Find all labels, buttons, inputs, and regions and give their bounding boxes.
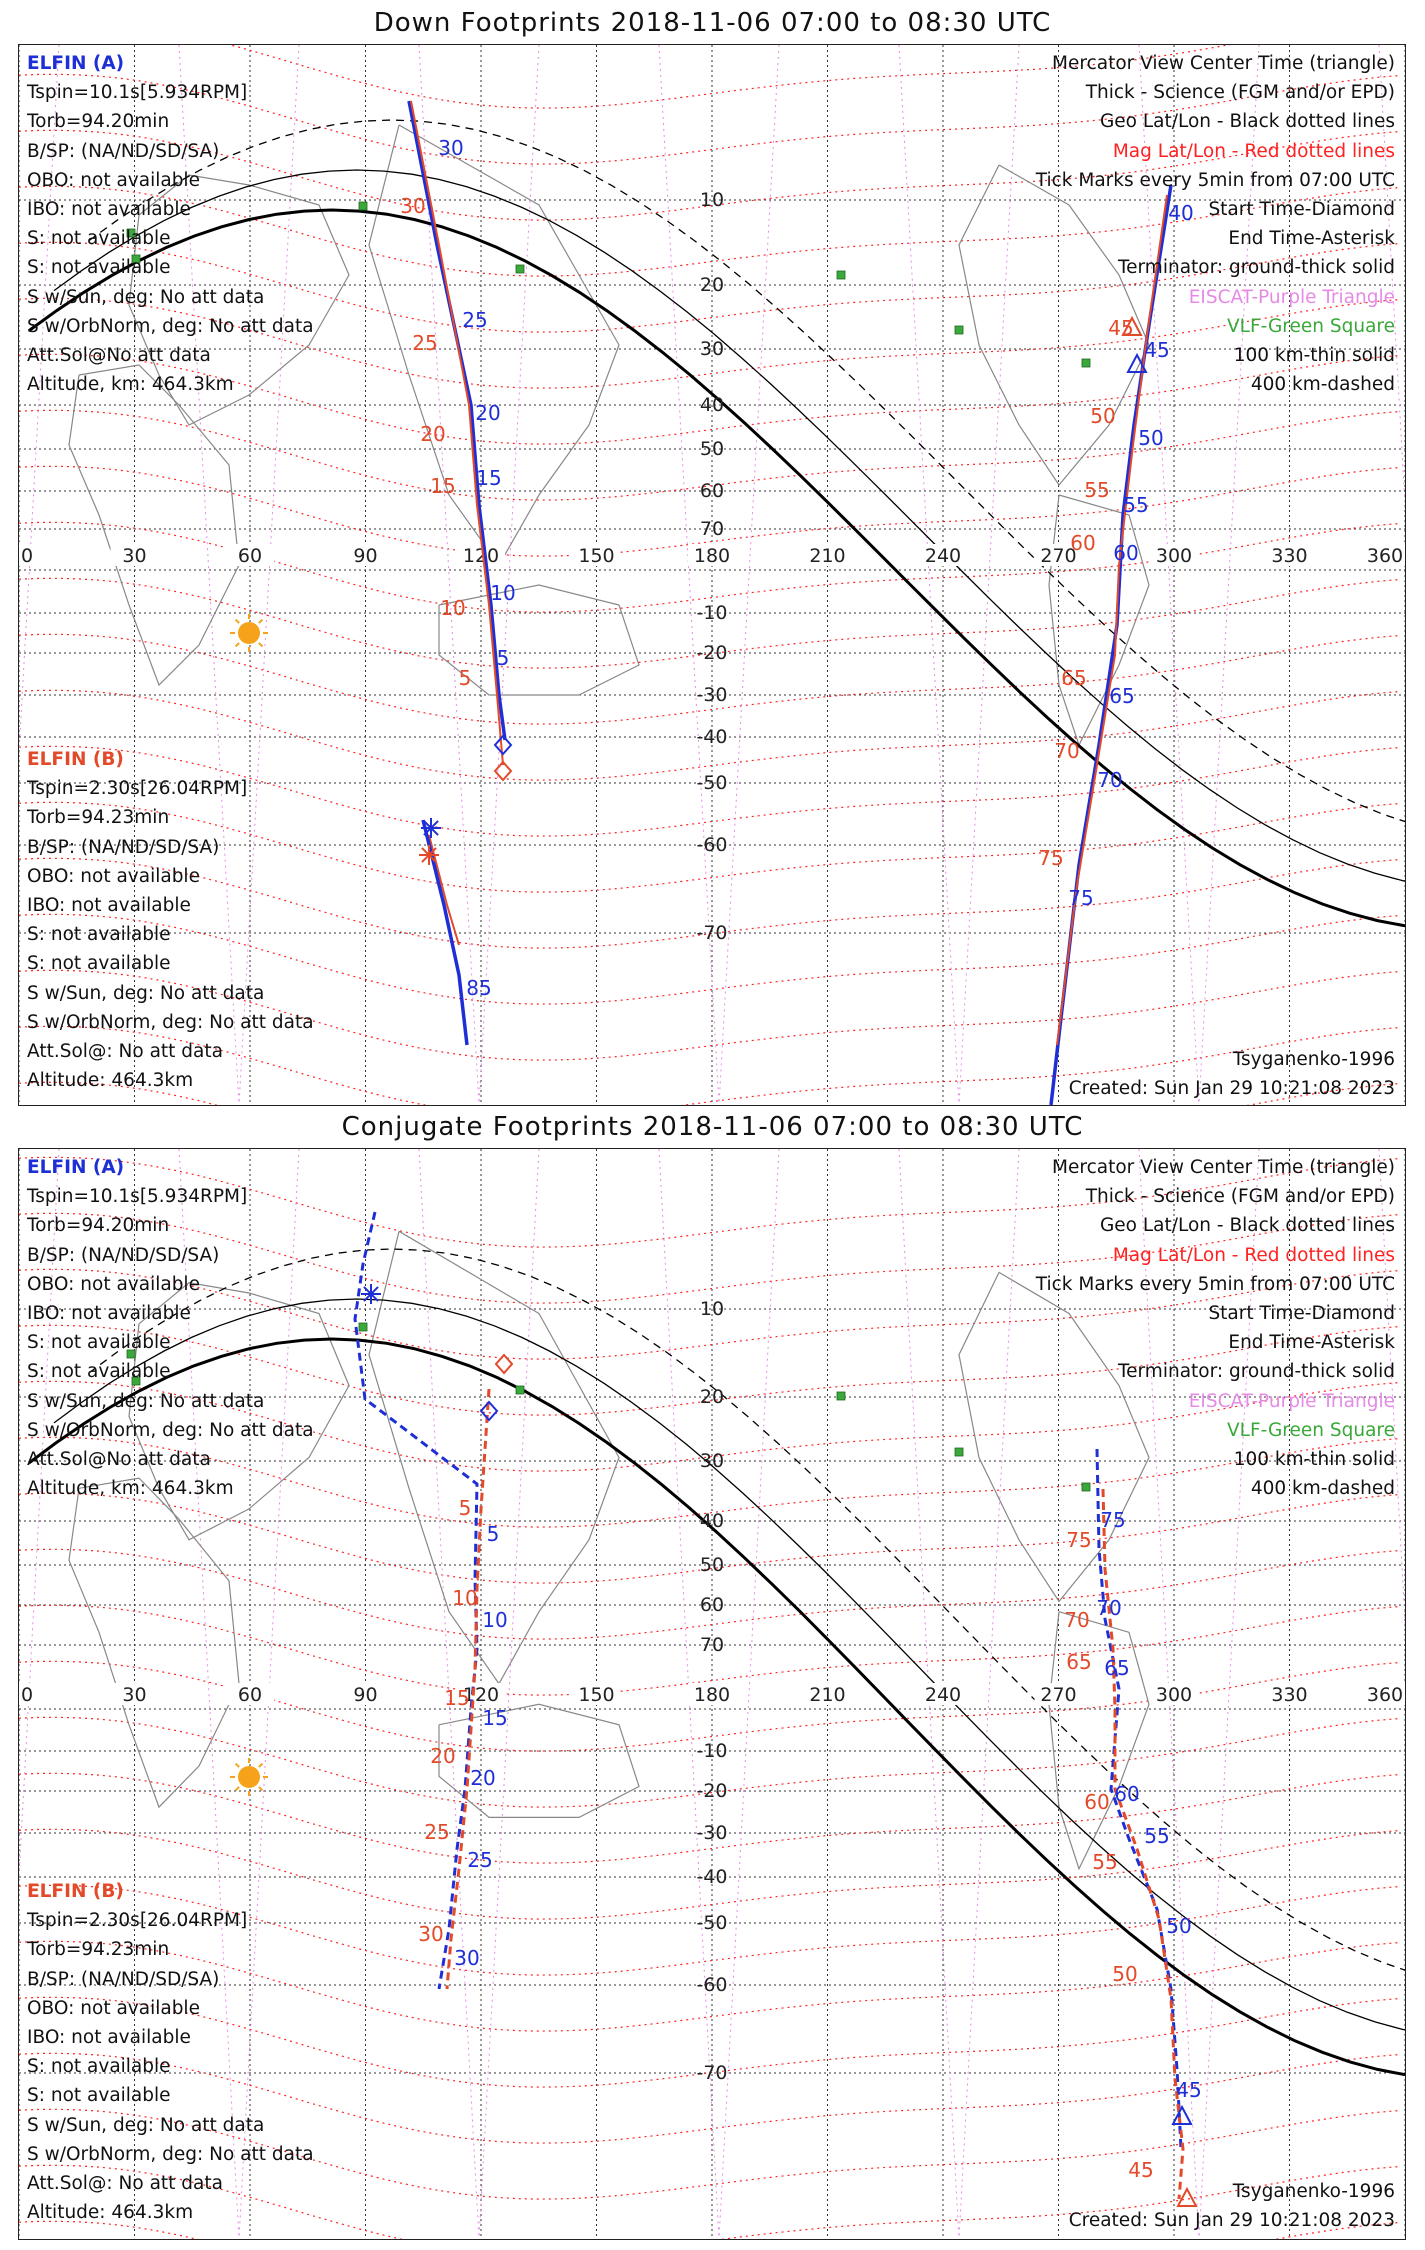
track-tick-label-b: 55 [1084,478,1110,502]
legend-item: Geo Lat/Lon - Black dotted lines [1099,1215,1395,1237]
legend-item: Mag Lat/Lon - Red dotted lines [1112,1244,1395,1266]
lat-tick-label: 40 [699,1510,725,1532]
created-date: Created: Sun Jan 29 10:21:08 2023 [1068,2210,1395,2232]
vlf-square [359,202,367,210]
sat-a-name: ELFIN (A) [27,1157,125,1178]
track-tick-label-b: 60 [1084,1790,1110,1814]
sat-b-line: Altitude: 464.3km [27,1070,194,1092]
footer-info [1069,1045,1395,1103]
sun-ray [236,1764,240,1768]
lon-tick-label: 210 [809,545,846,567]
track-tick-label-b: 65 [1066,1650,1092,1674]
continent-outline [1049,1612,1149,1869]
lat-tick-label: 30 [699,338,725,360]
start-diamond [496,1355,512,1373]
sat-b-line: Altitude: 464.3km [27,2202,194,2224]
track-tick-label-a: 55 [1123,493,1149,517]
track-tick-label-a: 5 [496,646,510,670]
down-footprints-panel [0,0,1425,1112]
legend-item: Terminator: ground-thick solid [1117,257,1395,279]
vlf-square [359,1323,367,1331]
lat-tick-label: 40 [699,394,725,416]
legend-item: VLF-Green Square [1227,315,1395,337]
track-tick-label-a: 5 [486,1522,500,1546]
legend-item: Terminator: ground-thick solid [1117,1361,1395,1383]
sat-b-line: Tspin=2.30s[26.04RPM] [27,1910,248,1932]
lon-tick-label: 90 [353,545,378,567]
track-tick-label-b: 20 [430,1744,456,1768]
lon-tick-label: 60 [237,545,263,567]
lat-tick-label: -30 [696,1822,728,1844]
legend-item: EISCAT-Purple Triangle [1188,286,1395,308]
track-tick-label-a: 50 [1166,1914,1192,1938]
sat-a-name: ELFIN (A) [27,53,125,74]
track-tick-label-b: 20 [420,422,446,446]
sat-b-line: B/SP: (NA/ND/SD/SA) [27,836,220,858]
track-tick-label-b: 60 [1070,531,1096,555]
track-tick-label-b: 10 [452,1586,478,1610]
legend-item: Start Time-Diamond [1208,1303,1395,1325]
lon-tick-label: 210 [809,1684,846,1706]
sat-a-line: S: not available [27,1361,171,1383]
sat-a-line: B/SP: (NA/ND/SD/SA) [27,140,220,162]
track-tick-label-b: 5 [458,1496,472,1520]
legend-item: Mercator View Center Time (triangle) [1052,53,1395,74]
sat-a-info [27,1153,314,1503]
vlf-square [837,271,845,279]
sat-b-line: IBO: not available [27,895,191,917]
sun-ray [259,620,263,624]
track-tick-label-a: 10 [490,581,516,605]
lat-tick-label: 30 [699,1450,725,1472]
lon-tick-label: 270 [1040,1684,1077,1706]
lat-tick-label: -60 [696,834,728,856]
track-tick-label-b: 25 [412,331,438,355]
sat-b-line: Torb=94.23min [27,807,170,829]
lat-tick-label: 50 [699,438,725,460]
sat-b-line: OBO: not available [27,865,200,887]
lon-tick-label: 120 [462,1684,500,1706]
lon-tick-label: 30 [122,1684,147,1706]
sat-b-line: S: not available [27,924,171,946]
track-tick-label-a: 10 [482,1608,508,1632]
sat-a-line: Altitude, km: 464.3km [27,1478,234,1500]
lon-tick-label: 360 [1366,545,1404,567]
track-tick-label-b: 65 [1061,666,1087,690]
lat-tick-label: -50 [696,1912,728,1934]
legend [1036,1153,1395,1503]
legend-item: VLF-Green Square [1227,1419,1395,1441]
legend-item: Mercator View Center Time (triangle) [1052,1157,1395,1178]
sun-icon [238,622,260,644]
sat-a-line: Tspin=10.1s[5.934RPM] [27,1186,248,1208]
sat-a-line: S w/Sun, deg: No att data [27,1390,265,1412]
legend-item: Thick - Science (FGM and/or EPD) [1085,1186,1395,1208]
track-tick-label-b: 70 [1054,739,1080,763]
track-tick-label-a: 70 [1097,768,1123,792]
model-name: Tsyganenko-1996 [1232,1049,1395,1070]
mag-lon-line [899,45,962,1105]
conjugate-footprints-panel [0,1112,1425,2250]
sat-b-line: S w/Sun, deg: No att data [27,982,265,1004]
lon-tick-label: 120 [462,545,500,567]
track-tick-label-a: 40 [1168,201,1194,225]
lat-tick-label: 60 [699,1594,725,1616]
sat-b-info [27,1877,314,2227]
mag-lat-line [19,1661,1399,1751]
lon-tick-label: 180 [693,1684,731,1706]
lat-tick-label: 20 [699,274,725,296]
sat-a-line: Torb=94.20min [27,1215,170,1237]
lat-tick-label: -10 [696,1740,728,1762]
sat-b-line: B/SP: (NA/ND/SD/SA) [27,1968,220,1990]
sun-ray [236,643,240,647]
footer-info [1069,2177,1395,2235]
lat-tick-label: 10 [699,1298,725,1320]
sat-a-line: Tspin=10.1s[5.934RPM] [27,82,248,104]
sat-b-line: OBO: not available [27,1997,200,2019]
sat-a-line: S w/Sun, deg: No att data [27,286,265,308]
lon-tick-label: 330 [1271,545,1308,567]
track-tick-label-a: 55 [1144,1824,1170,1848]
track-tick-label-a: 25 [462,308,488,332]
track-tick-label-a: 60 [1114,1782,1140,1806]
legend-item: Geo Lat/Lon - Black dotted lines [1099,111,1395,133]
sat-b-info [27,745,314,1095]
sat-b-line: Att.Sol@: No att data [27,2173,223,2195]
track-tick-label-a: 20 [470,1766,496,1790]
sat-b-line: Torb=94.23min [27,1939,170,1961]
track-tick-label-a: 30 [438,136,464,160]
track-tick-label-b: 30 [400,194,426,218]
panel-title: Down Footprints 2018-11-06 07:00 to 08:30 UTC [373,8,1052,38]
sat-a-line: OBO: not available [27,169,200,191]
sun-ray [236,620,240,624]
sat-b-name: ELFIN (B) [27,749,124,770]
sat-a-info [27,49,314,399]
sat-a-line: S: not available [27,1332,171,1354]
track-tick-label-b: 45 [1128,2158,1154,2182]
track-tick-label-a: 45 [1176,2078,1202,2102]
lat-tick-label: -20 [696,1780,728,1802]
lat-tick-label: 70 [699,1634,725,1656]
lon-tick-label: 90 [353,1684,378,1706]
sat-a-line: OBO: not available [27,1273,200,1295]
sat-b-line: Att.Sol@: No att data [27,1041,223,1063]
sat-b-name: ELFIN (B) [27,1881,124,1902]
legend-item: 400 km-dashed [1250,374,1395,396]
lat-tick-label: -40 [696,1866,728,1888]
vlf-square [955,1448,963,1456]
sat-b-line: S w/Sun, deg: No att data [27,2114,265,2136]
lat-tick-label: -70 [696,2062,728,2084]
sat-b-line: Tspin=2.30s[26.04RPM] [27,778,248,800]
track-tick-label-b: 10 [440,596,466,620]
vlf-square [955,326,963,334]
lon-tick-label: 300 [1155,1684,1193,1706]
sat-a-line: S w/OrbNorm, deg: No att data [27,1419,314,1441]
continent-outline [369,125,619,565]
panel-title: Conjugate Footprints 2018-11-06 07:00 to 08:30 UTC [341,1112,1084,1142]
track-tick-label-b: 5 [458,666,472,690]
track-tick-label-a: 65 [1109,684,1135,708]
lat-tick-label: 10 [699,189,725,211]
mag-lon-line [959,1149,1019,2239]
track-tick-label-a: 25 [467,1848,493,1872]
lat-tick-label: -50 [696,772,728,794]
lon-tick-label: 30 [122,545,147,567]
sun-icon [238,1766,260,1788]
lon-tick-label: 150 [578,545,615,567]
sun-ray [259,643,263,647]
sun-ray [259,1787,263,1791]
track-tick-label-b: 15 [444,1686,470,1710]
vlf-square [516,265,524,273]
lat-tick-label: -10 [696,602,728,624]
sun-ray [259,1764,263,1768]
sat-a-line: Altitude, km: 464.3km [27,374,234,396]
lat-tick-label: -60 [696,1974,728,1996]
lat-tick-label: -70 [696,922,728,944]
lon-tick-label: 240 [924,1684,962,1706]
sat-a-line: B/SP: (NA/ND/SD/SA) [27,1244,220,1266]
lon-tick-label: 150 [578,1684,615,1706]
lon-tick-label: 300 [1155,545,1193,567]
lat-tick-label: 20 [699,1386,725,1408]
track-tick-label-b: 25 [424,1820,450,1844]
track-tick-label-b: 55 [1092,1850,1118,1874]
vlf-square [837,1392,845,1400]
track-tick-label-a: 75 [1068,886,1094,910]
legend-item: Thick - Science (FGM and/or EPD) [1085,82,1395,104]
lat-tick-label: -20 [696,642,728,664]
sat-b-line: S w/OrbNorm, deg: No att data [27,1011,314,1033]
center-triangle [1173,2107,1191,2124]
lat-tick-label: -30 [696,684,728,706]
track-tick-label-a: 60 [1113,541,1139,565]
sat-a-line: S: not available [27,228,171,250]
lat-tick-label: 60 [699,480,725,502]
sat-a-line: Att.Sol@No att data [27,1449,211,1471]
vlf-square [516,1386,524,1394]
track-tick-label-a: 70 [1096,1596,1122,1620]
legend-item: EISCAT-Purple Triangle [1188,1390,1395,1412]
track-tick-label-a: 30 [454,1946,480,1970]
sat-a-line: S w/OrbNorm, deg: No att data [27,315,314,337]
lon-tick-label: 360 [1366,1684,1404,1706]
lon-tick-label: 270 [1040,545,1077,567]
legend [1036,49,1395,399]
sat-b-line: S w/OrbNorm, deg: No att data [27,2143,314,2165]
map-frame [18,1148,1406,2240]
lon-tick-label: 0 [20,1684,34,1706]
model-name: Tsyganenko-1996 [1232,2181,1395,2202]
legend-item: Tick Marks every 5min from 07:00 UTC [1035,169,1395,191]
map-frame [18,44,1406,1106]
legend-item: Mag Lat/Lon - Red dotted lines [1112,140,1395,162]
legend-item: 400 km-dashed [1250,1478,1395,1500]
sat-a-line: S: not available [27,257,171,279]
sat-b-line: IBO: not available [27,2027,191,2049]
start-diamond [495,736,511,754]
lat-tick-label: -40 [696,726,728,748]
legend-item: 100 km-thin solid [1233,1449,1395,1471]
lon-tick-label: 0 [20,545,34,567]
track-tick-label-a: 65 [1104,1656,1130,1680]
track-tick-label-b: 75 [1038,846,1064,870]
track-tick-label-a: 85 [466,976,492,1000]
sat-a-line: IBO: not available [27,199,191,221]
track-tick-label-a: 45 [1144,338,1170,362]
lon-tick-label: 60 [237,1684,263,1706]
track-tick-label-b: 50 [1090,404,1116,428]
sun-ray [236,1787,240,1791]
lat-tick-label: 70 [699,518,725,540]
lon-tick-label: 240 [924,545,962,567]
sat-a-line: IBO: not available [27,1303,191,1325]
lat-tick-label: 50 [699,1554,725,1576]
created-date: Created: Sun Jan 29 10:21:08 2023 [1068,1078,1395,1100]
legend-item: 100 km-thin solid [1233,345,1395,367]
sat-b-line: S: not available [27,2056,171,2078]
lon-tick-label: 330 [1271,1684,1308,1706]
legend-item: Tick Marks every 5min from 07:00 UTC [1035,1273,1395,1295]
legend-item: End Time-Asterisk [1228,228,1395,250]
track-tick-label-a: 20 [475,401,501,425]
track-tick-label-a: 15 [482,1706,508,1730]
track-tick-label-a: 75 [1100,1508,1126,1532]
track-tick-label-b: 30 [418,1922,444,1946]
track-tick-label-a: 15 [476,466,502,490]
legend-item: End Time-Asterisk [1228,1332,1395,1354]
track-tick-label-b: 50 [1112,1962,1138,1986]
track-tick-label-b: 15 [430,474,456,498]
track-tick-label-a: 50 [1138,426,1164,450]
sat-a-line: Torb=94.20min [27,111,170,133]
sat-b-line: S: not available [27,953,171,975]
lon-tick-label: 180 [693,545,731,567]
track-tick-label-b: 75 [1066,1528,1092,1552]
legend-item: Start Time-Diamond [1208,199,1395,221]
sat-b-line: S: not available [27,2085,171,2107]
continent-outline [439,1704,639,1817]
sat-a-line: Att.Sol@No att data [27,345,211,367]
track-tick-label-b: 70 [1064,1608,1090,1632]
track-tick-label-b: 45 [1108,316,1134,340]
